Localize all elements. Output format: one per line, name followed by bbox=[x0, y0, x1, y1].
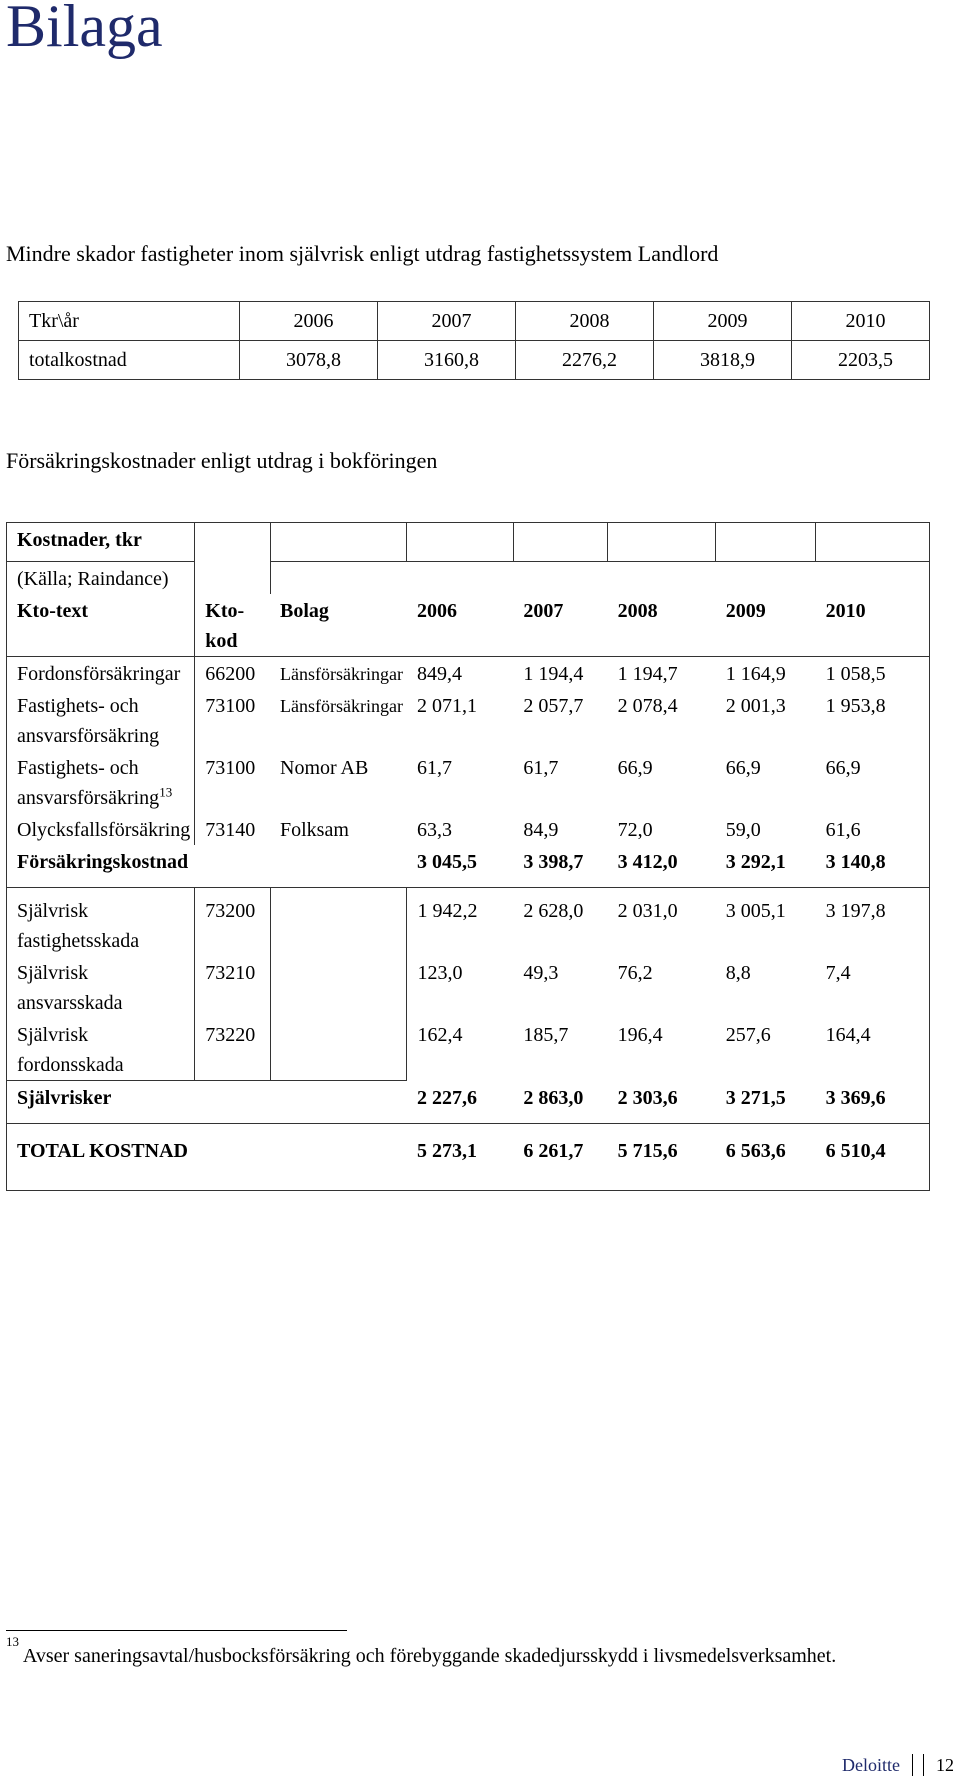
value-cell: 185,7 bbox=[523, 1024, 569, 1046]
kto-text: Fordonsförsäkringar bbox=[7, 657, 195, 690]
table-row bbox=[7, 956, 930, 1018]
value-cell: 849,4 bbox=[407, 657, 513, 690]
value-cell: 2 057,7 bbox=[523, 695, 584, 717]
column-header-row bbox=[7, 594, 930, 657]
value-cell: 61,6 bbox=[816, 813, 930, 845]
table-row bbox=[7, 813, 930, 845]
total-value: 2 227,6 bbox=[407, 1081, 513, 1124]
grand-total-value: 5 715,6 bbox=[608, 1124, 716, 1191]
total-value: 3 045,5 bbox=[407, 845, 513, 888]
total-value: 3 398,7 bbox=[513, 845, 607, 888]
summary-caption: Mindre skador fastigheter inom självrisk enligt utdrag fastighetssystem Landlord bbox=[6, 241, 719, 266]
value-cell: 8,8 bbox=[725, 962, 751, 984]
kto-text: Självrisk fastighetsskada bbox=[7, 888, 195, 957]
summary-cell: totalkostnad bbox=[19, 341, 240, 380]
table-row bbox=[7, 888, 930, 957]
value-cell: 1 194,7 bbox=[608, 657, 716, 690]
value-cell: 1 058,5 bbox=[816, 657, 930, 690]
total-label: Självrisker bbox=[7, 1081, 407, 1124]
cost-table bbox=[6, 522, 930, 1191]
bolag: Länsförsäkringar bbox=[270, 657, 407, 690]
kto-text: Fastighets- och ansvarsförsäkring bbox=[7, 689, 195, 751]
column-header: 2008 bbox=[608, 594, 716, 657]
grand-total-row bbox=[7, 1124, 930, 1191]
summary-header-cell: 2007 bbox=[378, 302, 516, 341]
kto-kod: 73100 bbox=[195, 751, 270, 813]
value-cell: 2 031,0 bbox=[608, 888, 716, 957]
footnote bbox=[6, 1634, 837, 1668]
page-heading: Bilaga bbox=[6, 0, 163, 59]
value-cell: 76,2 bbox=[617, 962, 653, 984]
value-cell: 72,0 bbox=[617, 819, 653, 841]
value-cell: 162,4 bbox=[407, 1018, 513, 1081]
value-cell: 196,4 bbox=[617, 1024, 663, 1046]
column-header: Kto-text bbox=[7, 594, 195, 657]
kto-text-label: Fastighets- och ansvarsförsäkring bbox=[17, 757, 160, 809]
value-cell: 61,7 bbox=[523, 757, 559, 779]
kto-kod: 66200 bbox=[195, 657, 270, 690]
source-note: (Källa; Raindance) bbox=[7, 562, 195, 595]
kto-text: Självrisk ansvarsskada bbox=[7, 956, 195, 1018]
table-title-row bbox=[7, 523, 930, 562]
insurance-total-row bbox=[7, 845, 930, 888]
footer-separator bbox=[912, 1754, 924, 1776]
kto-text bbox=[7, 751, 195, 813]
footer-brand: Deloitte bbox=[842, 1754, 900, 1775]
column-header: 2006 bbox=[407, 594, 513, 657]
column-header: Kto-kod bbox=[195, 594, 270, 657]
total-value: 2 303,6 bbox=[608, 1081, 716, 1124]
bolag: Nomor AB bbox=[280, 757, 369, 779]
value-cell: 1 953,8 bbox=[816, 689, 930, 751]
value-cell: 1 164,9 bbox=[716, 657, 816, 690]
detail-caption: Försäkringskostnader enligt utdrag i bokföringen bbox=[6, 448, 438, 473]
grand-total-value: 6 563,6 bbox=[716, 1124, 816, 1191]
footnote-divider bbox=[6, 1630, 347, 1631]
bolag: Folksam bbox=[280, 819, 349, 841]
value-cell: 1 194,4 bbox=[513, 657, 607, 690]
kto-kod: 73140 bbox=[195, 813, 270, 845]
kto-kod: 73220 bbox=[195, 1018, 270, 1081]
source-row bbox=[7, 562, 930, 595]
table-row bbox=[7, 751, 930, 813]
summary-data-row bbox=[19, 341, 930, 380]
summary-cell: 2276,2 bbox=[516, 341, 654, 380]
summary-header-row bbox=[19, 302, 930, 341]
table-row bbox=[7, 1018, 930, 1081]
value-cell: 257,6 bbox=[725, 1024, 771, 1046]
table-title: Kostnader, tkr bbox=[7, 523, 195, 562]
value-cell: 59,0 bbox=[725, 819, 761, 841]
footnote-text: Avser saneringsavtal/husbocksförsäkring och förebyggande skadedjursskydd i livsmedelsverksamhet. bbox=[22, 1645, 837, 1667]
summary-header-cell: 2010 bbox=[792, 302, 930, 341]
value-cell: 2 628,0 bbox=[513, 888, 607, 957]
grand-total-value: 6 510,4 bbox=[816, 1124, 930, 1191]
column-header: 2010 bbox=[816, 594, 930, 657]
kto-kod: 73100 bbox=[195, 689, 270, 751]
value-cell: 66,9 bbox=[725, 757, 761, 779]
value-cell: 1 942,2 bbox=[407, 888, 513, 957]
column-header: 2009 bbox=[716, 594, 816, 657]
value-cell: 123,0 bbox=[407, 956, 513, 1018]
value-cell: 2 071,1 bbox=[416, 695, 477, 717]
value-cell: 66,9 bbox=[617, 757, 653, 779]
total-value: 3 412,0 bbox=[608, 845, 716, 888]
summary-header-cell: 2006 bbox=[240, 302, 378, 341]
kto-text: Självrisk fordonsskada bbox=[7, 1018, 195, 1081]
summary-cell: 2203,5 bbox=[792, 341, 930, 380]
kto-kod: 73200 bbox=[195, 888, 270, 957]
kto-text: Olycksfallsförsäkring bbox=[7, 813, 195, 845]
value-cell: 2 078,4 bbox=[617, 695, 678, 717]
summary-table bbox=[18, 301, 930, 380]
value-cell: 2 001,3 bbox=[725, 695, 786, 717]
summary-cell: 3818,9 bbox=[654, 341, 792, 380]
value-cell: 49,3 bbox=[523, 962, 559, 984]
summary-cell: 3160,8 bbox=[378, 341, 516, 380]
column-header: 2007 bbox=[513, 594, 607, 657]
value-cell: 3 197,8 bbox=[816, 888, 930, 957]
kto-kod: 73210 bbox=[195, 956, 270, 1018]
summary-header-cell: 2009 bbox=[654, 302, 792, 341]
excess-total-row bbox=[7, 1081, 930, 1124]
value-cell: 66,9 bbox=[816, 751, 930, 813]
grand-total-value: 6 261,7 bbox=[513, 1124, 607, 1191]
value-cell: 61,7 bbox=[416, 757, 452, 779]
column-header: Bolag bbox=[270, 594, 407, 657]
total-value: 2 863,0 bbox=[513, 1081, 607, 1124]
grand-total-value: 5 273,1 bbox=[407, 1124, 513, 1191]
bolag: Länsförsäkringar bbox=[280, 696, 403, 716]
total-label: Försäkringskostnad bbox=[7, 845, 407, 888]
page-number: 12 bbox=[936, 1754, 954, 1775]
table-row bbox=[7, 689, 930, 751]
footnote-number: 13 bbox=[6, 1634, 19, 1650]
value-cell: 84,9 bbox=[523, 819, 559, 841]
total-value: 3 369,6 bbox=[816, 1081, 930, 1124]
table-row bbox=[7, 657, 930, 690]
total-value: 3 140,8 bbox=[816, 845, 930, 888]
grand-total-label: TOTAL KOSTNAD bbox=[7, 1124, 407, 1191]
page-footer bbox=[842, 1754, 954, 1776]
value-cell: 3 005,1 bbox=[716, 888, 816, 957]
value-cell: 63,3 bbox=[416, 819, 452, 841]
total-value: 3 271,5 bbox=[716, 1081, 816, 1124]
value-cell: 7,4 bbox=[816, 956, 930, 1018]
footnote-ref: 13 bbox=[159, 784, 173, 800]
summary-header-cell: 2008 bbox=[516, 302, 654, 341]
summary-header-cell: Tkr\år bbox=[19, 302, 240, 341]
total-value: 3 292,1 bbox=[716, 845, 816, 888]
summary-cell: 3078,8 bbox=[240, 341, 378, 380]
value-cell: 164,4 bbox=[816, 1018, 930, 1081]
